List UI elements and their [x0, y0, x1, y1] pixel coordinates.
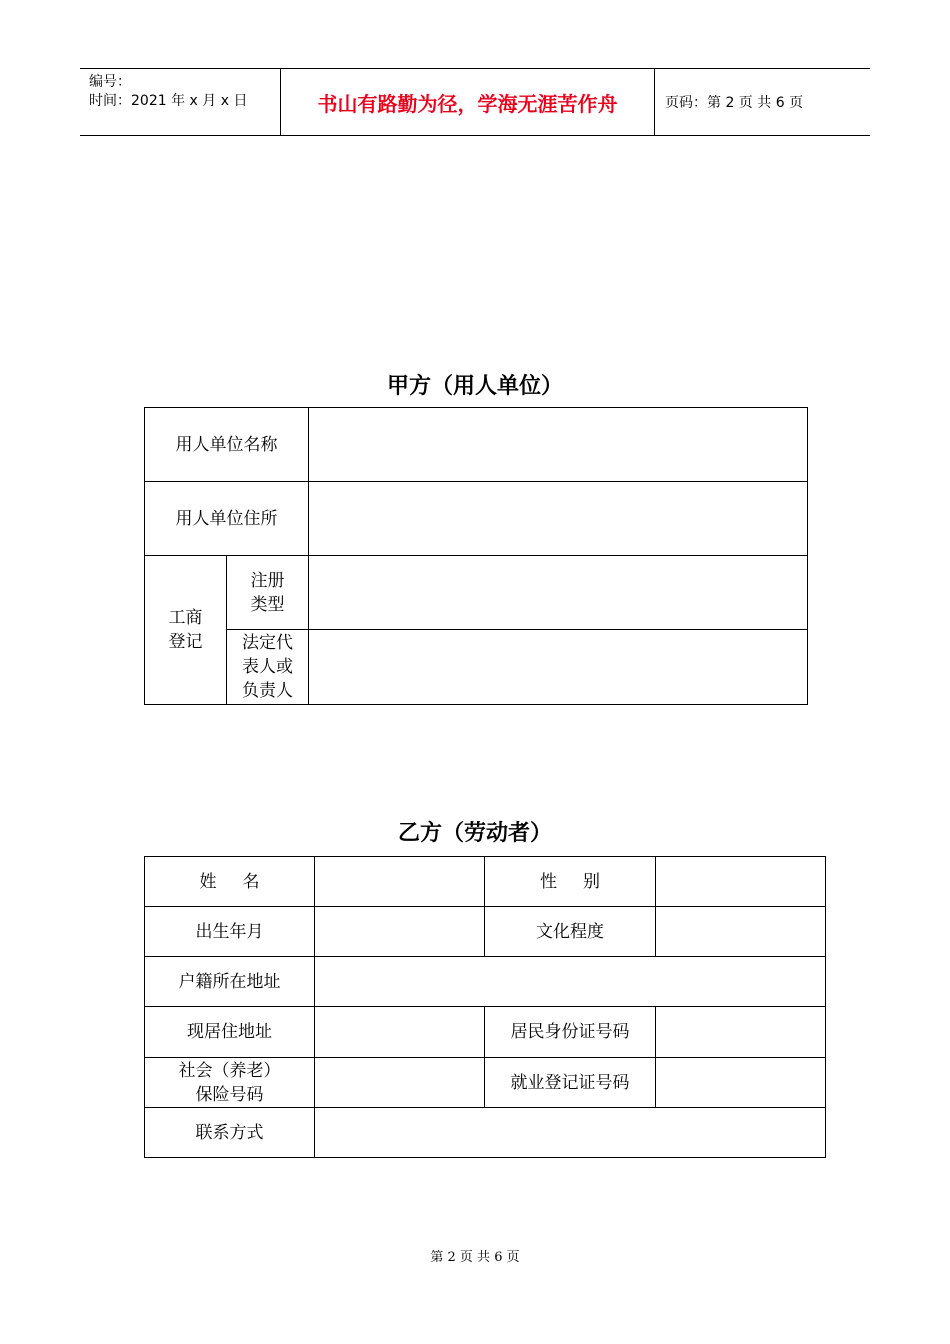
employment-registration-value[interactable] — [656, 1058, 826, 1108]
business-registration-label-line: 登记 — [168, 632, 203, 652]
employer-address-value[interactable] — [309, 482, 808, 556]
table-row — [145, 1007, 826, 1058]
worker-name-label-char: 姓 — [199, 871, 217, 892]
header-page-info: 页码：第 2 页 共 6 页 — [665, 95, 804, 111]
party-a-table — [144, 407, 808, 705]
current-address-value[interactable] — [315, 1007, 485, 1058]
table-row — [145, 957, 826, 1007]
time-label: 时间：2021 年 x 月 x 日 — [89, 93, 248, 109]
header-meta — [80, 69, 281, 135]
social-insurance-label-line: 保险号码 — [195, 1084, 264, 1105]
table-row — [145, 1108, 826, 1158]
table-row — [145, 1058, 826, 1108]
gender-label — [485, 857, 656, 907]
gender-value[interactable] — [656, 857, 826, 907]
registration-type-value[interactable] — [309, 556, 808, 630]
worker-name-label — [145, 857, 315, 907]
business-registration-label-line: 工商 — [168, 608, 203, 628]
business-registration-label — [145, 556, 227, 705]
table-row — [145, 408, 808, 482]
worker-name-label-char: 名 — [242, 871, 260, 892]
legal-representative-label — [227, 630, 309, 705]
legal-representative-label-line: 表人或 — [242, 657, 293, 677]
party-b-table — [144, 856, 826, 1158]
registration-type-label-line: 类型 — [250, 594, 285, 615]
party-b-title: 乙方（劳动者） — [397, 820, 552, 846]
birth-value[interactable] — [315, 907, 485, 957]
legal-representative-label-line: 法定代 — [242, 633, 293, 653]
household-address-value[interactable] — [315, 957, 826, 1007]
employer-name-label: 用人单位名称 — [145, 408, 309, 482]
header-motto: 书山有路勤为径，学海无涯苦作舟 — [281, 69, 655, 135]
current-address-label: 现居住地址 — [145, 1007, 315, 1058]
document-header — [80, 68, 870, 136]
page-footer: 第 2 页 共 6 页 — [430, 1250, 520, 1265]
education-value[interactable] — [656, 907, 826, 957]
contact-value[interactable] — [315, 1108, 826, 1158]
id-number-label: 居民身份证号码 — [485, 1007, 656, 1058]
social-insurance-value[interactable] — [315, 1058, 485, 1108]
registration-type-label — [227, 556, 309, 630]
table-row — [145, 857, 826, 907]
table-row — [145, 482, 808, 556]
legal-representative-value[interactable] — [309, 630, 808, 705]
code-label: 编号： — [89, 74, 131, 90]
gender-label-char: 性 — [540, 871, 557, 892]
gender-label-char: 别 — [583, 871, 600, 892]
table-row — [145, 630, 808, 705]
registration-type-label-line: 注册 — [250, 570, 285, 591]
social-insurance-label-line: 社会（养老） — [178, 1060, 281, 1081]
education-label: 文化程度 — [485, 907, 656, 957]
employer-name-value[interactable] — [309, 408, 808, 482]
social-insurance-label — [145, 1058, 315, 1108]
table-row — [145, 556, 808, 630]
employer-address-label: 用人单位住所 — [145, 482, 309, 556]
party-a-title: 甲方（用人单位） — [386, 373, 563, 399]
table-row — [145, 907, 826, 957]
legal-representative-label-line: 负责人 — [242, 681, 293, 701]
employment-registration-label: 就业登记证号码 — [485, 1058, 656, 1108]
id-number-value[interactable] — [656, 1007, 826, 1058]
household-address-label: 户籍所在地址 — [145, 957, 315, 1007]
birth-label: 出生年月 — [145, 907, 315, 957]
contact-label: 联系方式 — [145, 1108, 315, 1158]
worker-name-value[interactable] — [315, 857, 485, 907]
